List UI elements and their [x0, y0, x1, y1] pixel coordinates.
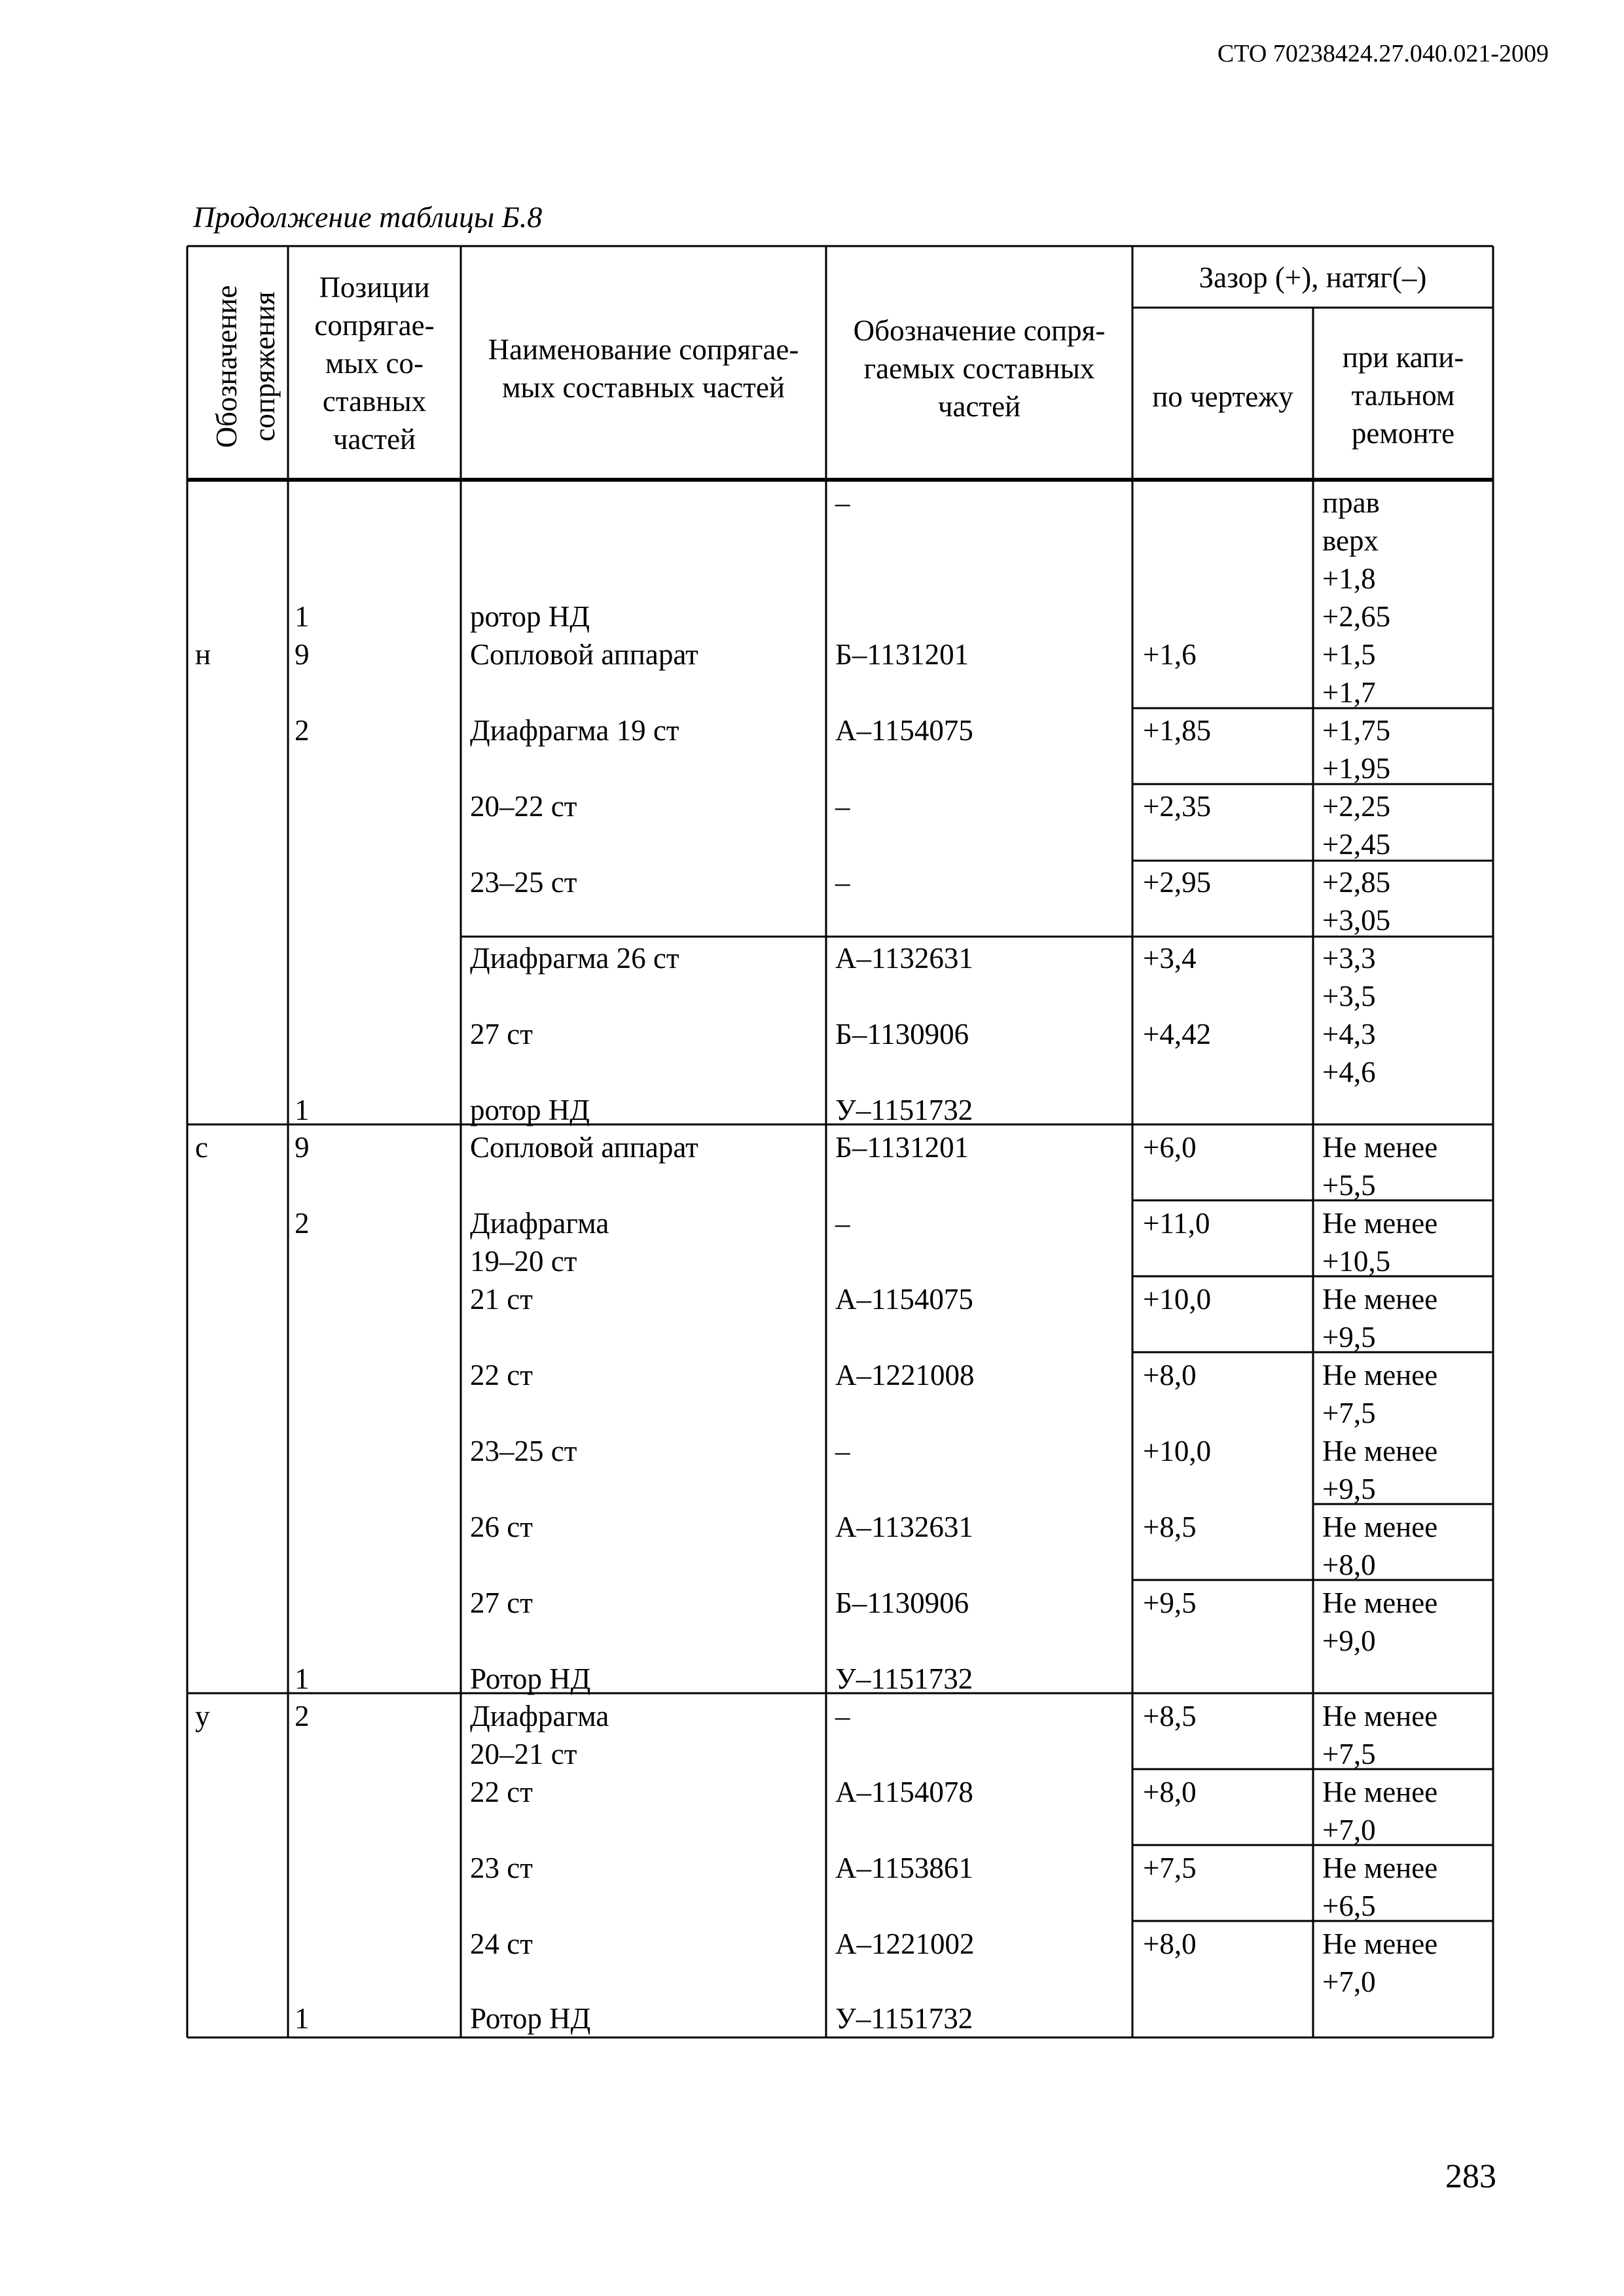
table-cell-gap: +8,5 — [1143, 1511, 1197, 1543]
table-cell-gap: +10,0 — [1143, 1435, 1212, 1467]
table-cell-name: 22 ст — [470, 1776, 533, 1808]
header-by-drawing: по чертежу — [1152, 380, 1293, 413]
table-cell-repair: прав верх — [1322, 486, 1380, 557]
table-cell-repair: +2,25 +2,45 — [1322, 790, 1391, 861]
table-cell-repair: +1,8 +2,65 — [1322, 562, 1391, 633]
table-cell-designation: н — [195, 638, 211, 671]
header-positions: Позиции сопрягае- мых со- ставных частей — [314, 271, 435, 456]
table-cell-gap: +6,0 — [1143, 1131, 1197, 1164]
table-cell-name: Сопловой аппарат — [470, 1131, 698, 1164]
table-cell-gap: +8,0 — [1143, 1928, 1197, 1960]
table-cell-name: 22 ст — [470, 1359, 533, 1391]
table-cell-repair: Не менее +10,5 — [1322, 1207, 1438, 1278]
table-cell-position: 2 — [295, 1207, 310, 1240]
document-code: СТО 70238424.27.040.021-2009 — [1217, 40, 1549, 67]
table-cell-drawing: Б–1130906 — [835, 1587, 969, 1619]
header-drawing: Обозначение сопря- гаемых составных частей — [853, 314, 1106, 423]
table-cell-drawing: Б–1131201 — [835, 638, 969, 671]
table-cell-repair: Не менее +6,5 — [1322, 1852, 1438, 1922]
table-cell-name: Ротор НД — [470, 1662, 591, 1695]
table-cell-repair: Не менее +7,0 — [1322, 1776, 1438, 1846]
table-cell-drawing: – — [835, 1435, 850, 1467]
table-cell-repair: Не менее +9,5 — [1322, 1435, 1438, 1505]
table-cell-drawing: – — [835, 866, 850, 899]
table-cell-drawing: Б–1130906 — [835, 1018, 969, 1050]
table-cell-drawing: – — [835, 1700, 850, 1732]
table-cell-drawing: – — [835, 1207, 850, 1240]
table-cell-repair: Не менее +7,5 — [1322, 1700, 1438, 1770]
page-number: 283 — [1445, 2158, 1496, 2195]
table-caption: Продолжение таблицы Б.8 — [193, 200, 543, 234]
table-cell-repair: Не менее +7,0 — [1322, 1928, 1438, 1998]
table-cell-drawing: А–1221002 — [835, 1928, 975, 1960]
table-cell-gap: +8,0 — [1143, 1776, 1197, 1808]
table-cell-gap: +1,6 — [1143, 638, 1197, 671]
table-cell-name: Сопловой аппарат — [470, 638, 698, 671]
table-cell-name: 21 ст — [470, 1283, 533, 1316]
header-name: Наименование сопрягае- мых составных частей — [488, 333, 799, 404]
table-cell-drawing: У–1151732 — [835, 2002, 973, 2035]
table-cell-repair: +1,75 +1,95 — [1322, 714, 1391, 785]
table-cell-drawing: А–1154078 — [835, 1776, 973, 1808]
table-cell-name: Диафрагма 19–20 ст — [470, 1207, 609, 1278]
header-major-repair: при капи- тальном ремонте — [1342, 341, 1464, 450]
table-cell-repair: Не менее +5,5 — [1322, 1131, 1438, 1202]
table-cell-name: Диафрагма 26 ст — [470, 942, 679, 975]
table-cell-position: 1 — [295, 1094, 310, 1126]
table-cell-name: 23–25 ст — [470, 866, 577, 899]
table-cell-gap: +7,5 — [1143, 1852, 1197, 1884]
table-cell-position: 2 — [295, 714, 310, 747]
table-cell-name: Диафрагма 19 ст — [470, 714, 679, 747]
table-cell-name: Ротор НД — [470, 2002, 591, 2035]
table-cell-position: 9 — [295, 638, 310, 671]
table-cell-gap: +4,42 — [1143, 1018, 1212, 1050]
table-cell-drawing: – — [835, 790, 850, 823]
table-cell-gap: +11,0 — [1143, 1207, 1210, 1240]
table-cell-name: 27 ст — [470, 1587, 533, 1619]
table-cell-position: 1 — [295, 600, 310, 633]
table-cell-name: Диафрагма 20–21 ст — [470, 1700, 609, 1770]
table-cell-name: ротор НД — [470, 600, 590, 633]
table-cell-name: ротор НД — [470, 1094, 590, 1126]
table-cell-name: 27 ст — [470, 1018, 533, 1050]
table-cell-repair: +4,3 +4,6 — [1322, 1018, 1376, 1088]
table-cell-gap: +1,85 — [1143, 714, 1212, 747]
table-cell-drawing: У–1151732 — [835, 1662, 973, 1695]
table-cell-drawing: А–1132631 — [835, 1511, 973, 1543]
table-cell-drawing: Б–1131201 — [835, 1131, 969, 1164]
table-cell-gap: +9,5 — [1143, 1587, 1197, 1619]
table-cell-gap: +8,0 — [1143, 1359, 1197, 1391]
table-cell-designation: с — [195, 1131, 208, 1164]
table-cell-gap: +8,5 — [1143, 1700, 1197, 1732]
table-cell-position: 9 — [295, 1131, 310, 1164]
table-cell-repair: Не менее +7,5 — [1322, 1359, 1438, 1429]
table-cell-drawing: А–1154075 — [835, 1283, 973, 1316]
table-cell-position: 2 — [295, 1700, 310, 1732]
table-cell-designation: у — [195, 1700, 210, 1732]
table-cell-name: 23 ст — [470, 1852, 533, 1884]
table-cell-position: 1 — [295, 1662, 310, 1695]
table-cell-repair: Не менее +9,0 — [1322, 1587, 1438, 1657]
table-cell-repair: +1,5 +1,7 — [1322, 638, 1376, 709]
table-cell-drawing: У–1151732 — [835, 1094, 973, 1126]
table-cell-drawing: А–1154075 — [835, 714, 973, 747]
table-cell-repair: Не менее +8,0 — [1322, 1511, 1438, 1581]
table-cell-name: 23–25 ст — [470, 1435, 577, 1467]
table-cell-name: 24 ст — [470, 1928, 533, 1960]
table-cell-drawing: А–1132631 — [835, 942, 973, 975]
table-cell-gap: +2,35 — [1143, 790, 1212, 823]
table-cell-position: 1 — [295, 2002, 310, 2035]
table-cell-gap: +3,4 — [1143, 942, 1197, 975]
table-cell-gap: +2,95 — [1143, 866, 1212, 899]
table-cell-name: 20–22 ст — [470, 790, 577, 823]
table-cell-drawing: – — [835, 486, 850, 519]
header-gap-group: Зазор (+), натяг(–) — [1199, 261, 1427, 294]
table-cell-repair: +3,3 +3,5 — [1322, 942, 1376, 1013]
header-designation: Обозначение сопряжения — [210, 285, 281, 448]
table-cell-drawing: А–1153861 — [835, 1852, 973, 1884]
table-cell-name: 26 ст — [470, 1511, 533, 1543]
table-cell-repair: Не менее +9,5 — [1322, 1283, 1438, 1354]
table-cell-drawing: А–1221008 — [835, 1359, 975, 1391]
table-cell-gap: +10,0 — [1143, 1283, 1212, 1316]
table-cell-repair: +2,85 +3,05 — [1322, 866, 1391, 937]
